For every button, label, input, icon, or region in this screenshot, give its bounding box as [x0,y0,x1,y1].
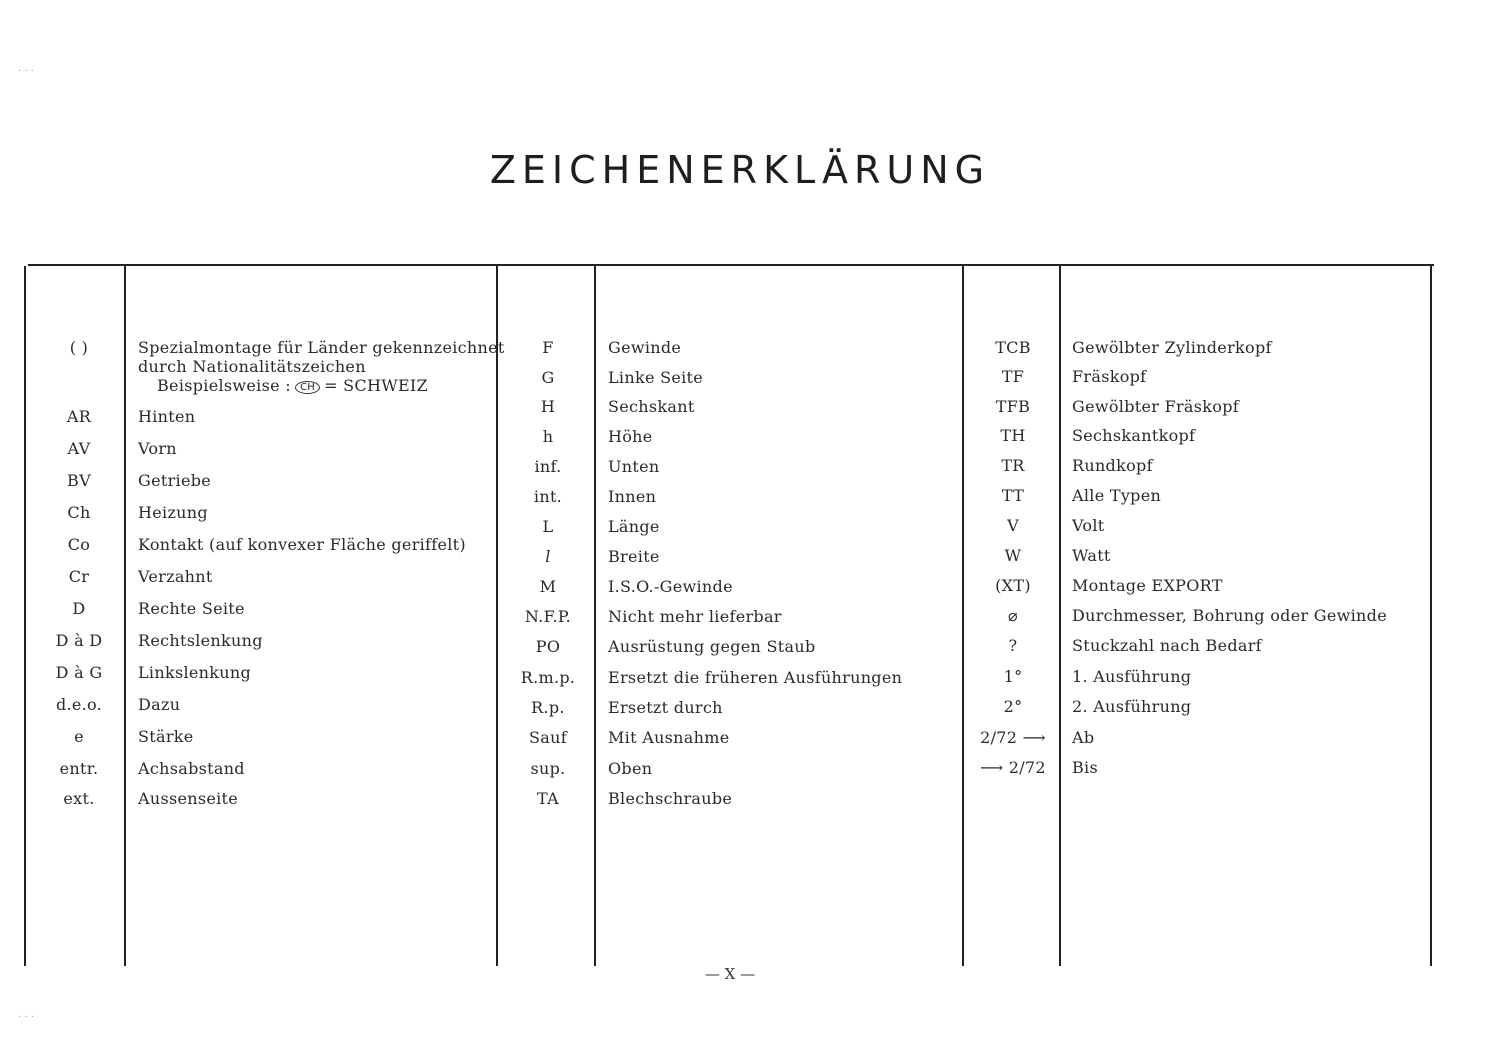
column3-abbreviation: 1° [1003,667,1023,686]
description-text: Höhe [608,427,653,446]
column2-description [608,698,723,717]
table-rule [124,266,126,966]
description-text: Sechskant [608,397,695,416]
description-text: Nicht mehr lieferbar [608,607,782,626]
description-text: Innen [608,487,657,506]
description-text: Sechskantkopf [1072,426,1196,445]
table-rule [594,266,596,966]
description-text: Spezialmontage für Länder gekennzeichnet [138,338,505,357]
description-text: Linke Seite [608,368,704,387]
column1-description [138,695,180,714]
column2-abbreviation: R.p. [531,698,565,717]
column3-abbreviation: TF [1001,367,1025,386]
description-text-line2: durch Nationalitätszeichen [138,357,366,376]
column1-description [138,759,245,778]
description-text: Ab [1072,728,1095,747]
column2-abbreviation: TA [537,789,559,808]
column3-description [1072,338,1272,357]
description-text: Rechtslenkung [138,631,263,650]
column3-abbreviation: TCB [995,338,1031,357]
column2-description [608,668,902,687]
column1-abbreviation: AV [67,439,91,458]
column1-description [138,407,195,426]
example-prefix: Beispielsweise : [157,376,291,395]
column3-description [1072,576,1223,595]
column1-abbreviation: Cr [68,567,90,586]
column3-abbreviation: ⌀ [1008,606,1018,625]
description-text: Ausrüstung gegen Staub [608,637,816,656]
description-text: Hinten [138,407,196,426]
column2-abbreviation: H [540,397,556,416]
page-title: ZEICHENERKLÄRUNG [489,148,991,192]
column2-description [608,487,656,506]
column1-description [138,535,466,554]
column1-abbreviation: BV [67,471,91,490]
column3-description [1072,397,1239,416]
column1-abbreviation: D à G [55,663,103,682]
description-text: Länge [608,517,660,536]
column1-abbreviation: D à D [55,631,103,650]
column3-description [1072,728,1094,747]
column2-description [608,759,652,778]
description-text: Unten [608,457,660,476]
description-text: Verzahnt [138,567,213,586]
description-text: Watt [1072,546,1111,565]
description-text: Gewinde [608,338,682,357]
column2-abbreviation: h [542,427,554,446]
table-rule [1059,266,1061,966]
column3-description [1072,636,1262,655]
description-text: Breite [608,547,660,566]
description-text: Gewölbter Fräskopf [1072,397,1239,416]
description-text: Stuckzahl nach Bedarf [1072,636,1262,655]
description-text: Rechte Seite [138,599,245,618]
description-text: Alle Typen [1072,486,1162,505]
scan-speck: · · · [18,1012,34,1023]
column1-description [138,663,251,682]
column1-abbreviation: entr. [59,759,99,778]
column2-description [608,577,733,596]
column3-description [1072,546,1111,565]
column2-description [608,637,816,656]
table-rule [962,266,964,966]
column3-description [1072,486,1161,505]
column2-description [608,517,660,536]
column3-description [1072,456,1153,475]
description-text: Fräskopf [1072,367,1147,386]
column3-description [1072,426,1195,445]
column3-abbreviation: ⟶ 2/72 [980,758,1046,777]
column2-abbreviation: inf. [534,457,562,476]
description-text: Rundkopf [1072,456,1153,475]
column2-abbreviation: l [545,547,551,566]
column2-abbreviation: int. [533,487,563,506]
column2-abbreviation: M [539,577,557,596]
column2-abbreviation: L [542,517,554,536]
column1-description [138,631,263,650]
description-text: Achsabstand [138,759,245,778]
description-text: Linkslenkung [138,663,251,682]
description-text: Mit Ausnahme [608,728,730,747]
description-text: 1. Ausführung [1072,667,1192,686]
description-text: Gewölbter Zylinderkopf [1072,338,1272,357]
column2-description [608,547,660,566]
column2-description [608,427,653,446]
column2-description [608,338,681,357]
column2-abbreviation: sup. [530,759,566,778]
column3-description [1072,516,1104,535]
column2-abbreviation: PO [535,637,561,656]
column1-description [138,471,211,490]
description-text: Blechschraube [608,789,733,808]
table-rule [24,266,26,966]
country-mark-icon: CH [295,381,320,394]
column2-description [608,457,660,476]
description-text: Montage EXPORT [1072,576,1223,595]
column2-abbreviation: G [541,368,555,387]
table-rule [28,264,1434,266]
column3-abbreviation: V [1007,516,1019,535]
column1-description [138,439,177,458]
column1-abbreviation: ext. [63,789,95,808]
column1-abbreviation: Co [67,535,91,554]
description-text: Getriebe [138,471,212,490]
description-text: Durchmesser, Bohrung oder Gewinde [1072,606,1387,625]
column3-abbreviation: TT [1001,486,1025,505]
column2-description [608,397,695,416]
description-text: Ersetzt durch [608,698,723,717]
column3-abbreviation: ? [1008,636,1018,655]
column1-description [138,503,208,522]
column1-abbreviation: d.e.o. [55,695,103,714]
description-text: Heizung [138,503,208,522]
column1-description [138,567,213,586]
column1-description [138,599,245,618]
column3-abbreviation: TH [1000,426,1026,445]
scan-speck: · · · [18,66,34,77]
column2-description [608,789,732,808]
column3-abbreviation: TFB [995,397,1031,416]
column3-abbreviation: (XT) [995,576,1031,595]
description-text: Ersetzt die früheren Ausführungen [608,668,903,687]
column1-abbreviation: D [72,599,86,618]
column2-abbreviation: R.m.p. [520,668,576,687]
description-text: Oben [608,759,653,778]
description-example [138,376,505,395]
column1-abbreviation: e [74,727,84,746]
column1-abbreviation: Ch [67,503,91,522]
column2-description [608,607,782,626]
column3-description [1072,758,1098,777]
description-text: Aussenseite [138,789,239,808]
column2-abbreviation: Sauf [529,728,567,747]
column1-abbreviation: AR [66,407,92,426]
description-text: Kontakt (auf konvexer Fläche geriffelt) [138,535,466,554]
column3-description [1072,667,1191,686]
column3-abbreviation: 2° [1003,697,1023,716]
description-text: Dazu [138,695,181,714]
column1-abbreviation: ( ) [69,338,89,357]
column3-description [1072,606,1387,625]
column2-abbreviation: N.F.P. [524,607,572,626]
column2-description [608,368,703,387]
description-text: Bis [1072,758,1098,777]
column3-description [1072,697,1191,716]
column2-abbreviation: F [542,338,554,357]
column3-description [1072,367,1146,386]
column1-description [138,338,505,395]
column2-description [608,728,729,747]
table-rule [1430,266,1432,966]
example-suffix: = SCHWEIZ [324,376,428,395]
description-text: Volt [1072,516,1105,535]
column3-abbreviation: W [1004,546,1022,565]
description-text: Stärke [138,727,194,746]
description-text: Vorn [138,439,177,458]
column1-description [138,727,194,746]
column3-abbreviation: TR [1001,456,1025,475]
column3-abbreviation: 2/72 ⟶ [980,728,1046,747]
description-text: I.S.O.-Gewinde [608,577,733,596]
page-number: — X — [704,965,756,983]
column1-description [138,789,238,808]
description-text: 2. Ausführung [1072,697,1192,716]
